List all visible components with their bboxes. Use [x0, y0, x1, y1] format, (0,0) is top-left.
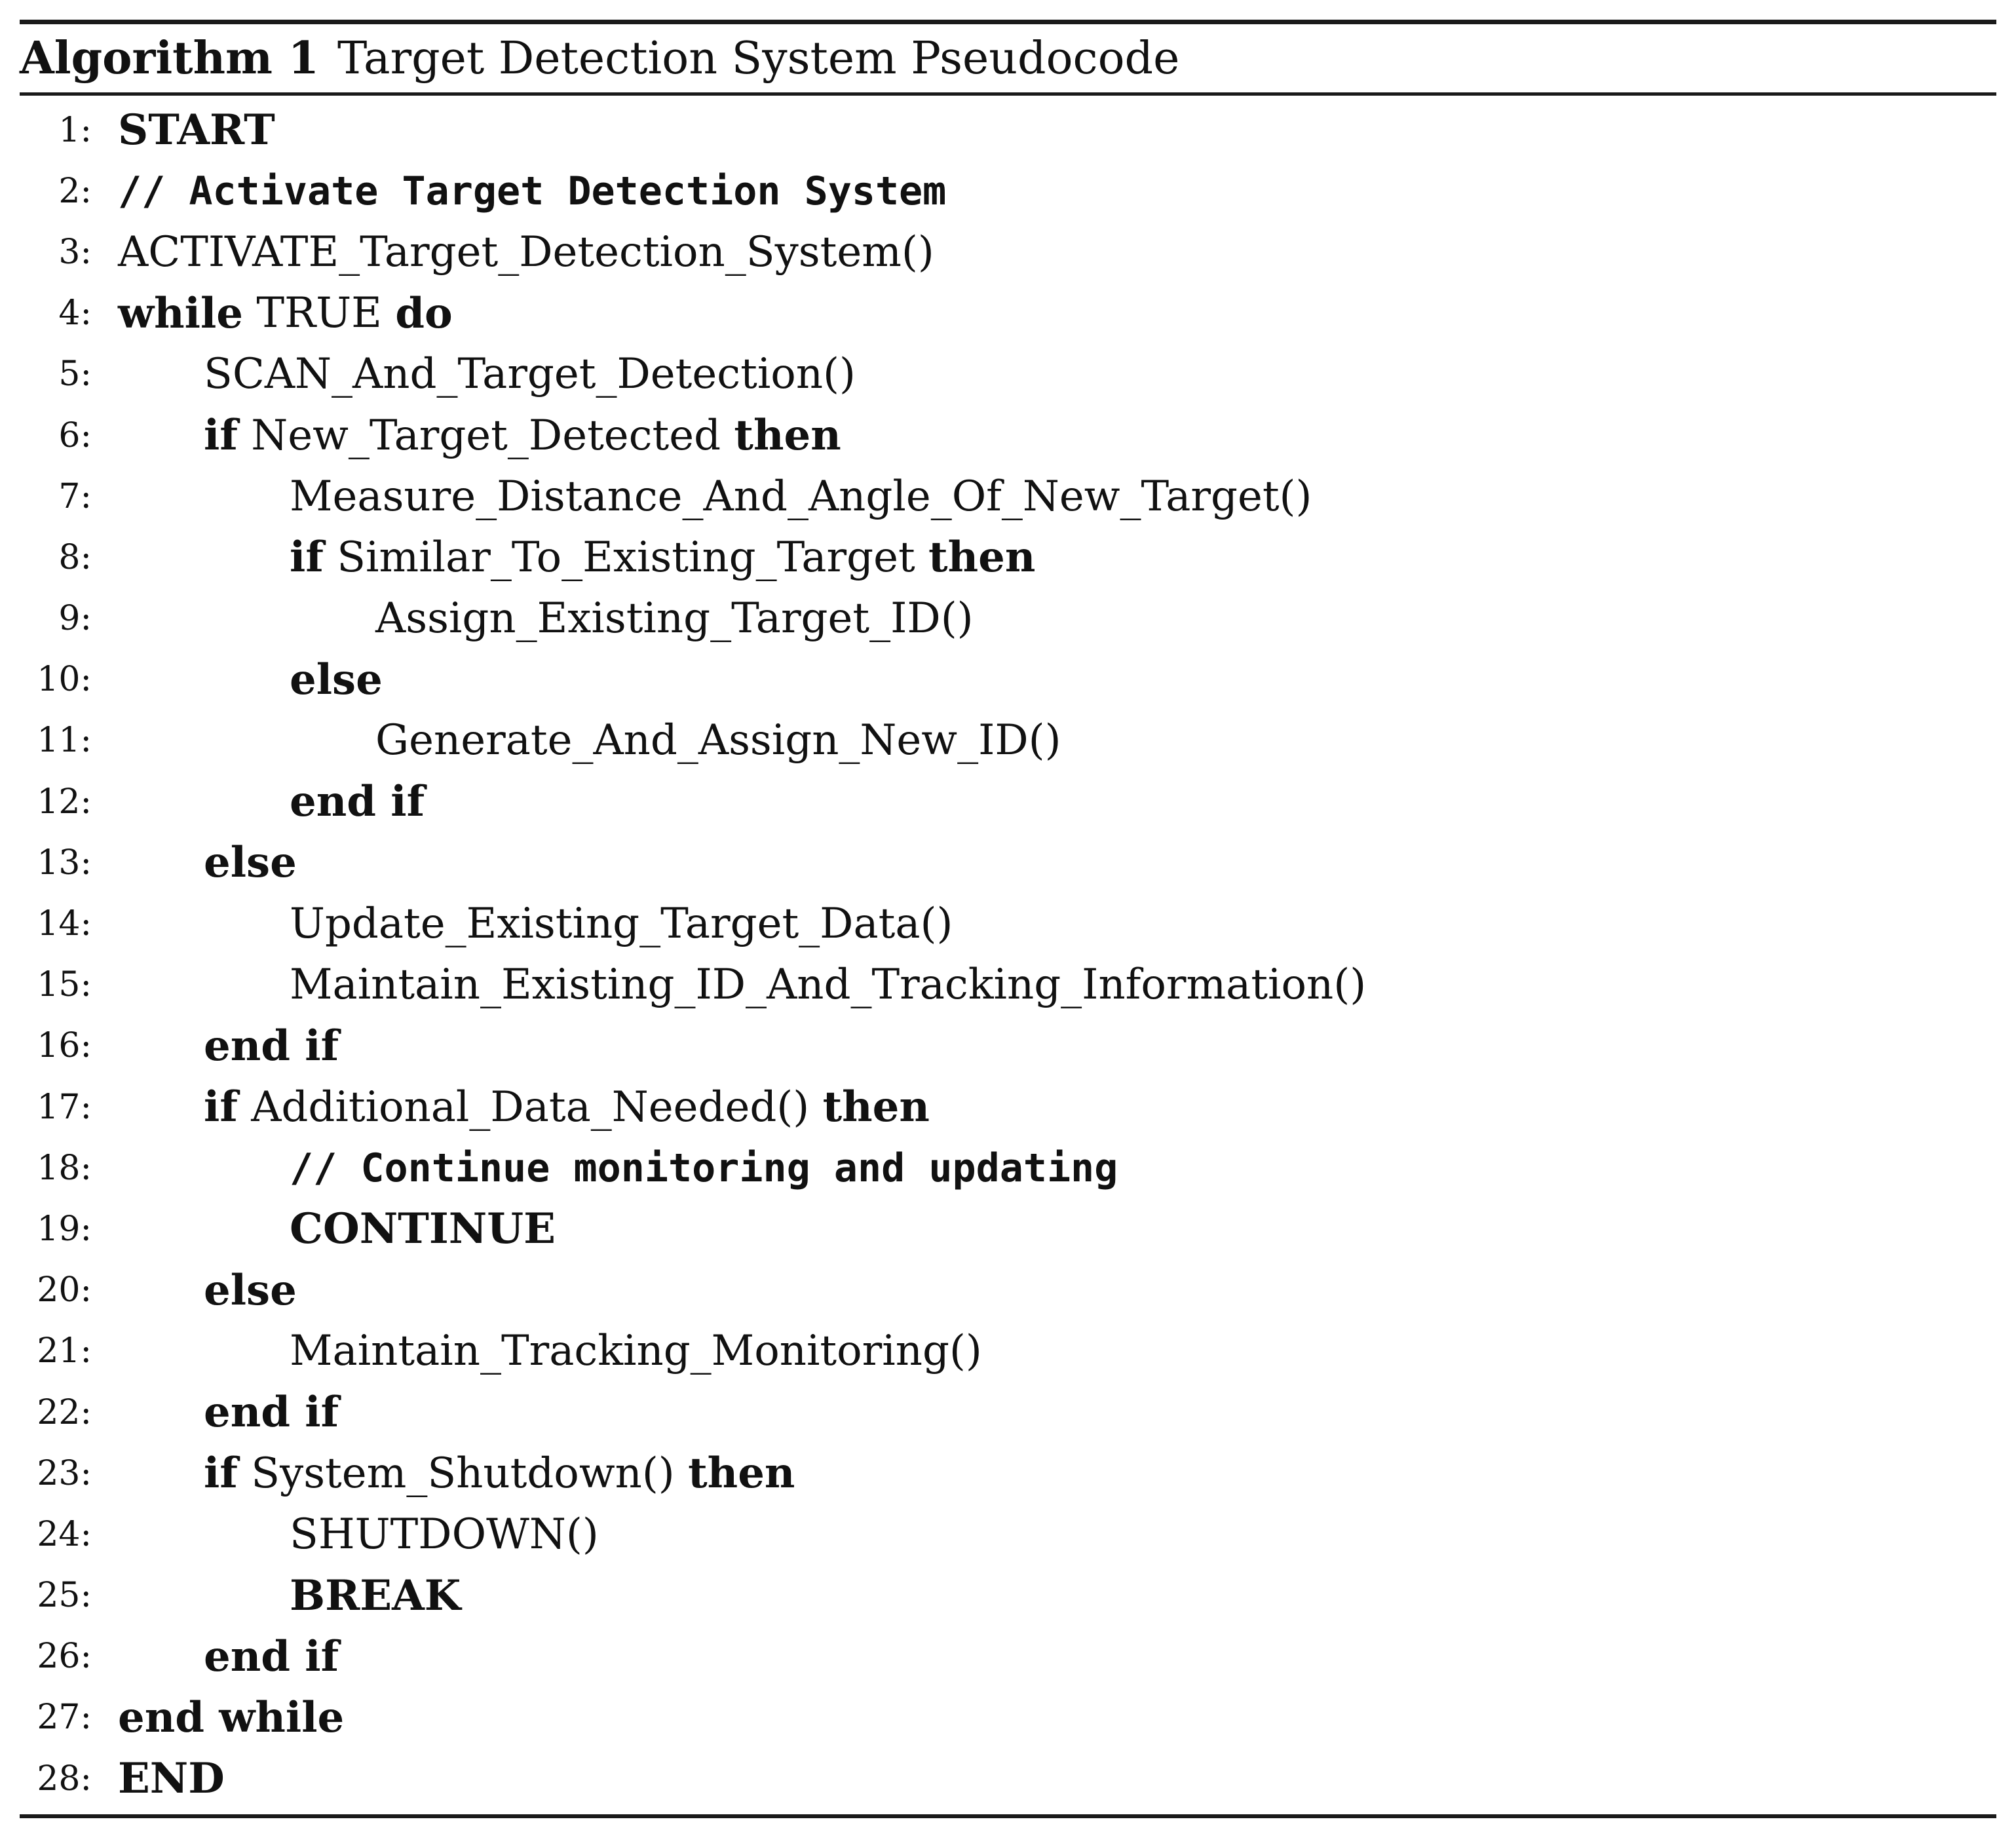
line-number: 1:: [58, 110, 92, 150]
keyword: then: [928, 533, 1036, 582]
keyword: end if: [204, 1021, 339, 1071]
algorithm-label: Algorithm 1: [20, 32, 319, 85]
statement: Update_Existing_Target_Data(): [290, 900, 953, 949]
code-line: [20, 1687, 1996, 1748]
keyword: else: [204, 838, 297, 888]
code-line: [20, 649, 1996, 710]
statement: System_Shutdown(): [251, 1449, 675, 1498]
line-number: 7:: [58, 476, 92, 516]
statement: Measure_Distance_And_Angle_Of_New_Target(): [290, 472, 1312, 521]
code-line: [20, 1382, 1996, 1443]
code-line: [20, 893, 1996, 954]
line-number: 6:: [58, 415, 92, 455]
statement: ACTIVATE_Target_Detection_System(): [118, 227, 934, 276]
line-number: 12:: [37, 782, 92, 822]
line-number: 11:: [37, 721, 92, 761]
code-line: [20, 1504, 1996, 1565]
algorithm-lines: [20, 96, 1996, 1809]
line-number: 22:: [37, 1392, 92, 1432]
line-content: [290, 533, 1035, 582]
line-number: 23:: [37, 1453, 92, 1493]
line-content: [375, 716, 1061, 765]
line-content: [290, 472, 1312, 521]
keyword: END: [118, 1754, 225, 1804]
line-content: [118, 228, 934, 276]
line-content: [118, 1754, 225, 1803]
code-line: [20, 1016, 1996, 1077]
line-content: [290, 900, 953, 948]
algorithm-block: [20, 20, 1996, 1818]
line-content: [118, 1693, 344, 1742]
code-line: [20, 405, 1996, 466]
line-content: [290, 1571, 461, 1620]
code-line: [20, 527, 1996, 588]
line-number: 2:: [58, 171, 92, 211]
keyword: if: [204, 1449, 238, 1498]
line-content: [204, 411, 841, 460]
code-line: [20, 588, 1996, 649]
keyword: end if: [204, 1631, 339, 1681]
code-line: [20, 161, 1996, 221]
line-content: [204, 838, 297, 887]
code-line: [20, 466, 1996, 527]
statement: Generate_And_Assign_New_ID(): [375, 716, 1061, 765]
keyword: end if: [290, 777, 425, 827]
line-content: [204, 1266, 297, 1315]
line-content: [290, 1204, 556, 1253]
line-content: [204, 1388, 339, 1437]
line-content: [204, 1082, 930, 1132]
keyword: then: [734, 411, 841, 461]
line-content: [204, 350, 856, 398]
line-content: [375, 594, 974, 643]
keyword: while: [118, 288, 243, 338]
statement: TRUE: [256, 289, 382, 338]
line-number: 13:: [37, 843, 92, 883]
statement: Additional_Data_Needed(): [251, 1082, 810, 1132]
statement: SCAN_And_Target_Detection(): [204, 350, 856, 399]
keyword: if: [204, 411, 238, 461]
statement: New_Target_Detected: [251, 411, 721, 460]
keyword: BREAK: [290, 1571, 461, 1620]
line-content: [118, 289, 453, 338]
line-number: 17:: [37, 1087, 92, 1127]
keyword: if: [290, 533, 324, 582]
code-line: [20, 221, 1996, 282]
line-number: 25:: [37, 1576, 92, 1616]
keyword: if: [204, 1082, 238, 1132]
code-line: [20, 100, 1996, 161]
keyword: do: [395, 288, 453, 338]
code-line: [20, 1748, 1996, 1809]
statement: Maintain_Existing_ID_And_Tracking_Information(): [290, 961, 1367, 1010]
line-content: [290, 1327, 982, 1375]
line-number: 21:: [37, 1331, 92, 1371]
code-line: [20, 1198, 1996, 1259]
line-number: 8:: [58, 537, 92, 577]
statement: SHUTDOWN(): [290, 1510, 599, 1559]
comment: // Continue monitoring and updating: [290, 1145, 1118, 1191]
bottom-rule: [20, 1814, 1996, 1818]
line-content: [204, 1449, 795, 1498]
code-line: [20, 1443, 1996, 1504]
line-number: 18:: [37, 1148, 92, 1188]
code-line: [20, 1321, 1996, 1382]
line-content: [204, 1021, 339, 1071]
keyword: end while: [118, 1692, 345, 1742]
keyword: else: [204, 1265, 297, 1315]
line-content: [118, 168, 946, 214]
keyword: end if: [204, 1388, 339, 1438]
statement: Similar_To_Existing_Target: [337, 533, 915, 582]
line-content: [118, 105, 275, 155]
line-number: 20:: [37, 1270, 92, 1310]
keyword: then: [822, 1082, 930, 1132]
line-number: 26:: [37, 1637, 92, 1677]
code-line: [20, 1565, 1996, 1626]
line-number: 15:: [37, 965, 92, 1005]
line-number: 27:: [37, 1698, 92, 1738]
code-line: [20, 283, 1996, 344]
statement: Assign_Existing_Target_ID(): [375, 594, 974, 643]
top-rule: [20, 20, 1996, 24]
code-line: [20, 344, 1996, 405]
line-content: [290, 777, 425, 826]
line-content: [204, 1632, 339, 1681]
code-line: [20, 1626, 1996, 1687]
algorithm-title: Target Detection System Pseudocode: [337, 32, 1180, 85]
keyword: then: [688, 1449, 795, 1498]
line-content: [290, 961, 1366, 1009]
line-content: [290, 655, 383, 704]
algorithm-caption: [20, 24, 1996, 92]
keyword: START: [118, 105, 275, 155]
keyword: else: [290, 655, 383, 704]
code-line: [20, 1260, 1996, 1321]
code-line: [20, 1137, 1996, 1198]
keyword: CONTINUE: [290, 1204, 556, 1254]
line-number: 10:: [37, 660, 92, 700]
code-line: [20, 1077, 1996, 1137]
line-number: 19:: [37, 1209, 92, 1249]
statement: Maintain_Tracking_Monitoring(): [290, 1327, 982, 1376]
line-content: [290, 1145, 1118, 1191]
code-line: [20, 955, 1996, 1016]
line-number: 9:: [58, 599, 92, 639]
line-number: 24:: [37, 1514, 92, 1554]
line-number: 3:: [58, 232, 92, 272]
line-number: 14:: [37, 904, 92, 944]
line-content: [290, 1510, 599, 1559]
code-line: [20, 832, 1996, 893]
code-line: [20, 710, 1996, 771]
line-number: 16:: [37, 1026, 92, 1066]
line-number: 5:: [58, 354, 92, 394]
line-number: 4:: [58, 294, 92, 334]
comment: // Activate Target Detection System: [118, 168, 947, 214]
code-line: [20, 771, 1996, 832]
line-number: 28:: [37, 1759, 92, 1799]
